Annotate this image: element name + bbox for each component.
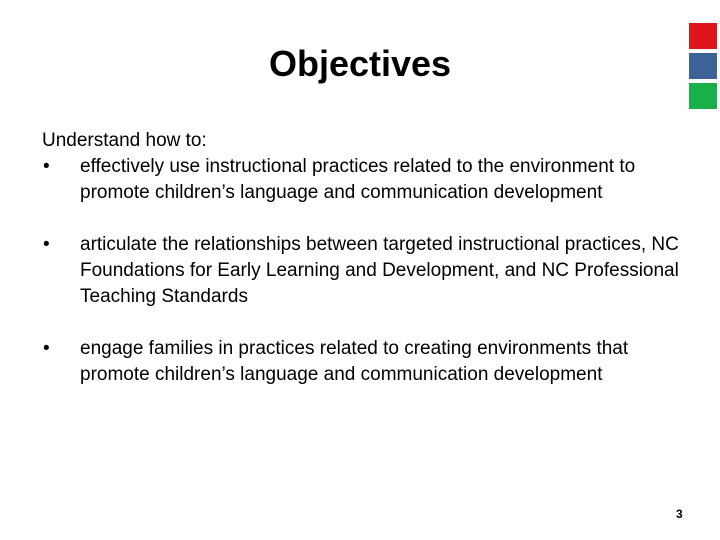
- accent-squares: [689, 23, 717, 113]
- list-item: [42, 336, 692, 388]
- accent-square-blue: [689, 53, 717, 79]
- list-item: [42, 232, 692, 310]
- slide-body: [42, 128, 692, 388]
- intro-line: Understand how to:: [42, 130, 207, 151]
- accent-square-green: [689, 83, 717, 109]
- bullet-text: articulate the relationships between targeted instructional practices, NC Foundations for Early Learning and Development, and NC Professional Teaching Standards: [80, 234, 679, 307]
- bullet-text: effectively use instructional practices related to the environment to promote children’s language and communication development: [80, 156, 636, 203]
- bullet-icon: •: [43, 156, 50, 177]
- accent-square-red: [689, 23, 717, 49]
- objectives-list: [42, 154, 692, 388]
- bullet-text: engage families in practices related to creating environments that promote children’s language and communication development: [80, 338, 629, 385]
- slide-title: Objectives: [268, 43, 452, 84]
- bullet-icon: •: [43, 338, 50, 359]
- bullet-icon: •: [43, 234, 50, 255]
- page-number: 3: [676, 507, 683, 521]
- list-item: [42, 154, 692, 206]
